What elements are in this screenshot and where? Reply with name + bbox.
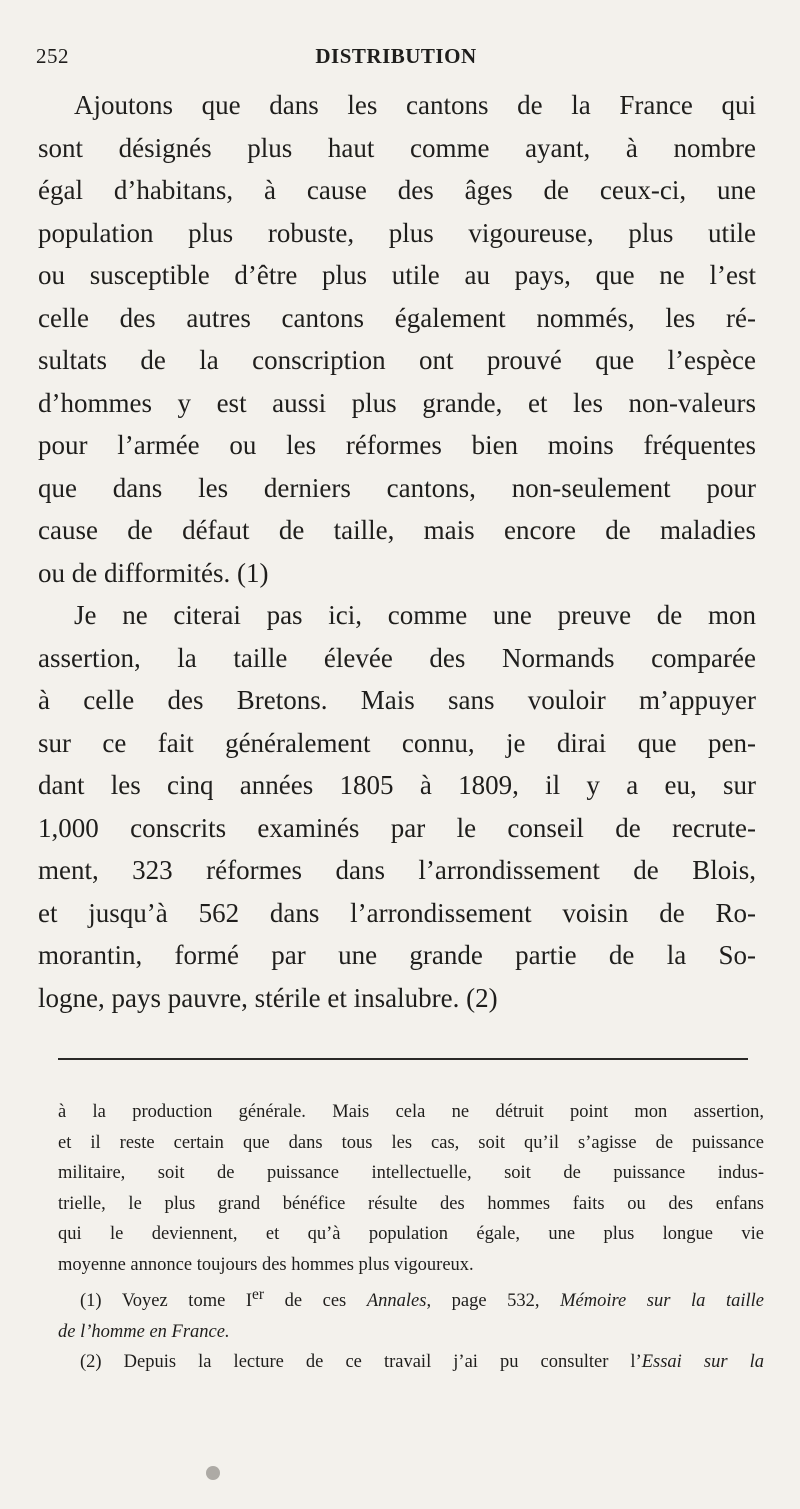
footnote-line [58,1280,764,1317]
text-line: sont désignés plus haut comme ayant, à nombre [38,132,756,163]
text-line: celle des autres cantons également nommés, les ré- [38,302,756,333]
footnote-1 [58,1280,764,1347]
text-line: logne, pays pauvre, stérile et insalubre. (2) [38,982,498,1013]
text-line: Je ne citerai pas ici, comme une preuve de mon [74,600,756,630]
footnote-line [58,1347,764,1378]
text-line: ou de difformités. (1) [38,557,269,588]
footnote-line: à la production générale. Mais cela ne détruit point mon assertion, [58,1102,764,1122]
text-line: 1,000 conscrits examinés par le conseil de recrute- [38,812,756,843]
footnote-marker: (2) [80,1352,102,1373]
main-text [38,84,756,1019]
footnote-separator-rule [58,1058,748,1060]
text-line: sur ce fait généralement connu, je dirai que pen- [38,727,756,758]
footnote-2 [58,1347,764,1378]
running-title: DISTRIBUTION [315,44,477,68]
text-line: à celle des Bretons. Mais sans vouloir m’appuyer [38,685,756,715]
footnote-line: moyenne annonce toujours des hommes plus vigoureux. [58,1254,474,1275]
footnote-marker: (1) [80,1291,102,1312]
text-line: dant les cinq années 1805 à 1809, il y a eu, sur [38,770,756,800]
text-line: cause de défaut de taille, mais encore de maladies [38,515,756,545]
footnotes [58,1097,764,1378]
footnote-text: Depuis la lecture de ce travail j’ai pu consulter l’ [123,1352,642,1373]
footnote-line: militaire, soit de puissance intellectuelle, soit de puissance indus- [58,1163,764,1183]
footnote-line: et il reste certain que dans tous les cas, soit qu’il s’agisse de puissance [58,1132,764,1153]
text-line: assertion, la taille élevée des Normands comparée [38,642,756,673]
text-line: et jusqu’à 562 dans l’arrondissement voisin de Ro- [38,897,756,928]
text-line: pour l’armée ou les réformes bien moins fréquentes [38,430,756,460]
footnote-continuation [58,1097,764,1280]
text-line: Ajoutons que dans les cantons de la France qui [74,90,756,120]
text-line: d’hommes y est aussi plus grande, et les non-valeurs [38,387,756,418]
cited-title: Essai sur la [641,1352,764,1373]
text-line: morantin, formé par une grande partie de la So- [38,940,756,970]
footnote-line [58,1317,764,1348]
paragraph-2 [38,594,756,1019]
printer-ornament [206,1466,220,1480]
paragraph-1 [38,84,756,594]
article-title-cont: de l’homme en France. [58,1321,230,1342]
page-number: 252 [36,44,69,68]
superscript: er [252,1286,264,1303]
text-line: ment, 323 réformes dans l’arrondissement de Blois, [38,855,756,885]
text-line: sultats de la conscription ont prouvé que l’espèce [38,345,756,375]
footnote-text: , page 532, [426,1291,561,1312]
footnote-line: qui le deviennent, et qu’à population égale, une plus longue vie [58,1224,764,1244]
page-header [36,40,756,74]
footnote-text: Voyez tome I [121,1291,253,1312]
footnote-line: trielle, le plus grand bénéfice résulte des hommes faits ou des enfans [58,1193,764,1214]
text-line: ou susceptible d’être plus utile au pays, que ne l’est [38,260,756,290]
text-line: égal d’habitans, à cause des âges de ceux-ci, une [38,175,756,205]
journal-title: Annales [366,1291,427,1312]
text-line: population plus robuste, plus vigoureuse, plus utile [38,217,756,248]
text-line: que dans les derniers cantons, non-seulement pour [38,472,756,503]
footnote-text: de ces [264,1291,367,1312]
article-title: Mémoire sur la taille [560,1291,764,1312]
